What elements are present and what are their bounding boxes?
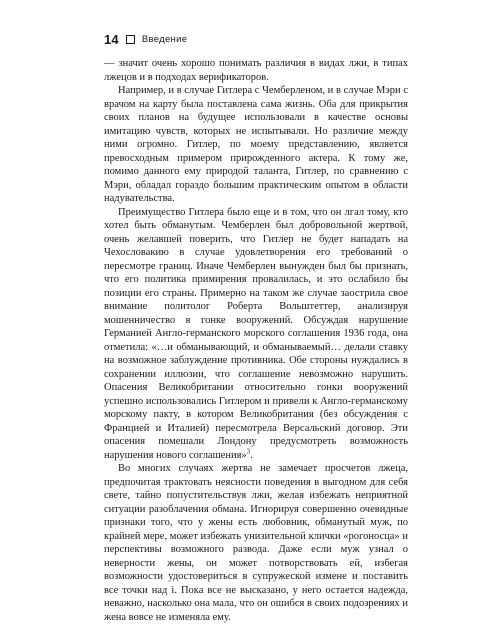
square-outline-icon	[126, 35, 135, 44]
body-text	[104, 57, 408, 624]
paragraph-victim: Во многих случаях жертва не замечает просчетов лжеца, предпочитая трактовать неясности поведения в выгодном для себя свете, тайно попустительствуя лжи, желая избежать неприятной ситуации разоблачения обмана. Игнорируя совершенно очевидные признаки того, что у жены есть любовник, обманутый муж, по крайней мере, может избежать унизительной клички «рогоносца» и перспективы возможного развода. Даже если муж узнал о неверности жены, он может потворствовать ей, избегая возможности удостовериться в супружеской измене и поставить все точки над i. Пока все не высказано, у него остается надежда, неважно, насколько она мала, что он ошибся в своих подозрениях и жена вовсе не изменяла ему.	[104, 463, 408, 623]
running-header	[104, 32, 187, 47]
paragraph-continuation: — значит очень хорошо понимать различия в видах лжи, в типах лжецов и в подходах верификаторов.	[104, 58, 408, 83]
paragraph-advantage-text: Преимущество Гитлера было еще и в том, что он лгал тому, кто хотел быть обманутым. Чемберлен был добровольной жертвой, очень желавшей поверить, что Гитлер не будет нападать на Чехословакию в случае удовлетворения его требований о пересмотре границ. Иначе Чемберлен вынужден был бы признать, что его политика примирения провалилась, и это ослабило бы позиции его страны. Примерно на таком же случае заострила свое внимание политолог Роберта Вольштеттер, анализируя мошенничество в гонке вооружений. Обсуждая нарушение Германией Англо-германского морского соглашения 1936 года, она отметила: «…и обманывающий, и обманываемый… делали ставку на возможное заблуждение противника. Обе стороны нуждались в сохранении иллюзии, что соглашение невозможно нарушить. Опасения Великобритании относительно гонки вооружений успешно использовались Гитлером и привели к Англо-германскому морскому пакту, в котором Великобритания (без обсуждения с Францией и Италией) пересмотрела Версальский договор. Эти опасения помешали Лондону предусмотреть возможность нарушения нового соглашения»	[104, 206, 408, 461]
paragraph-hitler-mary: Например, и в случае Гитлера с Чемберленом, и в случае Мэри с врачом на карту была поставлена сама жизнь. Оба для прикрытия своих планов на будущее использовали в качестве основы имитацию чувств, которых не испытывали. Но различие между ними огромно. Гитлер, по моему представлению, является превосходным примером прирожденного актера. К тому же, помимо данного ему природой таланта, Гитлер, по сравнению с Мэри, обладал гораздо большим практическим опытом в области надувательства.	[104, 85, 408, 204]
paragraph-advantage: Преимущество Гитлера было еще и в том, что он лгал тому, кто хотел быть обманутым. Чемберлен был добровольной жертвой, очень желавшей поверить, что Гитлер не будет нападать на Чехословакию в случае удовлетворения его требований о пересмотре границ. Иначе Чемберлен вынужден был бы признать, что его политика примирения провалилась, и это ослабило бы позиции его страны. Примерно на таком же случае заострила свое внимание политолог Роберта Вольштеттер, анализируя мошенничество в гонке вооружений. Обсуждая нарушение Германией Англо-германского морского соглашения 1936 года, она отметила: «…и обманывающий, и обманываемый… делали ставку на возможное заблуждение противника. Обе стороны нуждались в сохранении иллюзии, что соглашение невозможно нарушить. Опасения Великобритании относительно гонки вооружений успешно использовались Гитлером и привели к Англо-германскому морскому пакту, в котором Великобритания (без обсуждения с Францией и Италией) пересмотрела Версальский договор. Эти опасения помешали Лондону предусмотреть возможность нарушения нового соглашения»$^3$.	[104, 206, 408, 461]
page-number: 14	[104, 32, 119, 47]
footnote-reference[interactable]: 3	[246, 447, 251, 455]
section-title: Введение	[141, 34, 188, 45]
